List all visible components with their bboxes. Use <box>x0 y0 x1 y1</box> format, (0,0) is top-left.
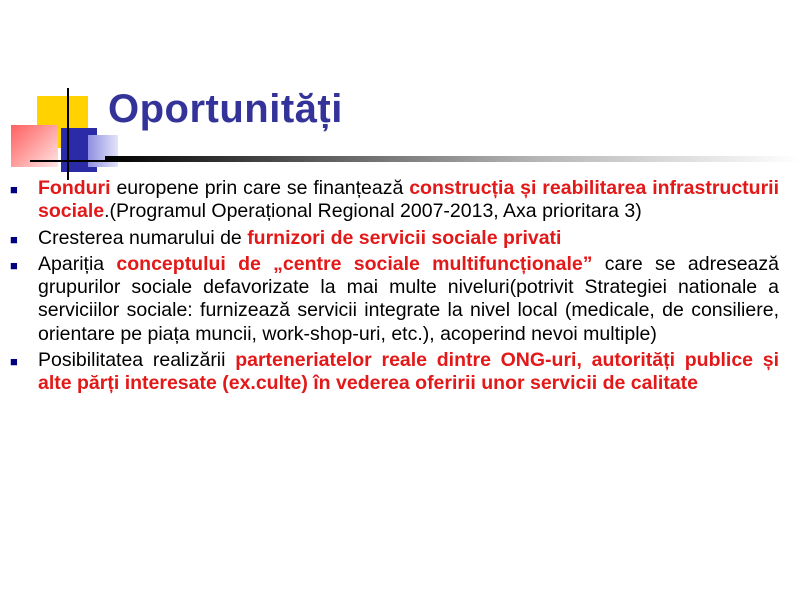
square-bullet-icon: ■ <box>10 182 18 197</box>
bullet-text: Apariția <box>38 252 117 275</box>
light-blue-square <box>88 135 118 167</box>
bullet-item-fonduri <box>7 177 779 224</box>
bullet-text: europene prin care se finanțează <box>110 177 410 199</box>
square-bullet-icon: ■ <box>10 231 18 247</box>
bullet-text-highlight: Fonduri <box>38 177 111 199</box>
horizontal-line <box>30 160 112 162</box>
slide-title: Oportunități <box>108 87 343 131</box>
bullet-text: .(Programul Operațional Regional 2007-2013, Axa prioritara 3) <box>104 200 642 223</box>
bullet-list <box>7 177 779 399</box>
bullet-text-highlight: furnizori de servicii sociale privati <box>247 226 562 249</box>
bullet-text-highlight: parteneriatelor reale dintre ONG-uri, autorități publice și alte părți interesate (ex.culte) în vederea oferirii unor servicii de calitate <box>38 349 779 395</box>
logo-squares <box>0 0 120 190</box>
bullet-item-furnizori <box>7 227 779 250</box>
bullet-text: Cresterea numarului de <box>38 226 248 249</box>
bullet-text-highlight: conceptului de „centre sociale multifuncționale” <box>116 252 593 275</box>
bullet-text: Posibilitatea realizării <box>38 349 236 372</box>
bullet-item-centre <box>7 253 779 346</box>
bullet-text-highlight: construcția și reabilitarea infrastructurii sociale <box>38 177 779 223</box>
bullet-text: care se adresează grupurilor sociale defavorizate la mai multe niveluri(potrivit Strategiei nationale a serviciilor sociale: furnizează servicii integrate la nivel local (medicale, de consiliere, orientare pe piața muncii, work-shop-uri, etc.), acoperind nevoi multiple) <box>38 252 779 345</box>
title-underline <box>105 156 800 162</box>
vertical-line <box>67 88 69 180</box>
square-bullet-icon: ■ <box>10 354 18 370</box>
bullet-item-parteneriate <box>7 349 779 396</box>
square-bullet-icon: ■ <box>10 257 18 273</box>
